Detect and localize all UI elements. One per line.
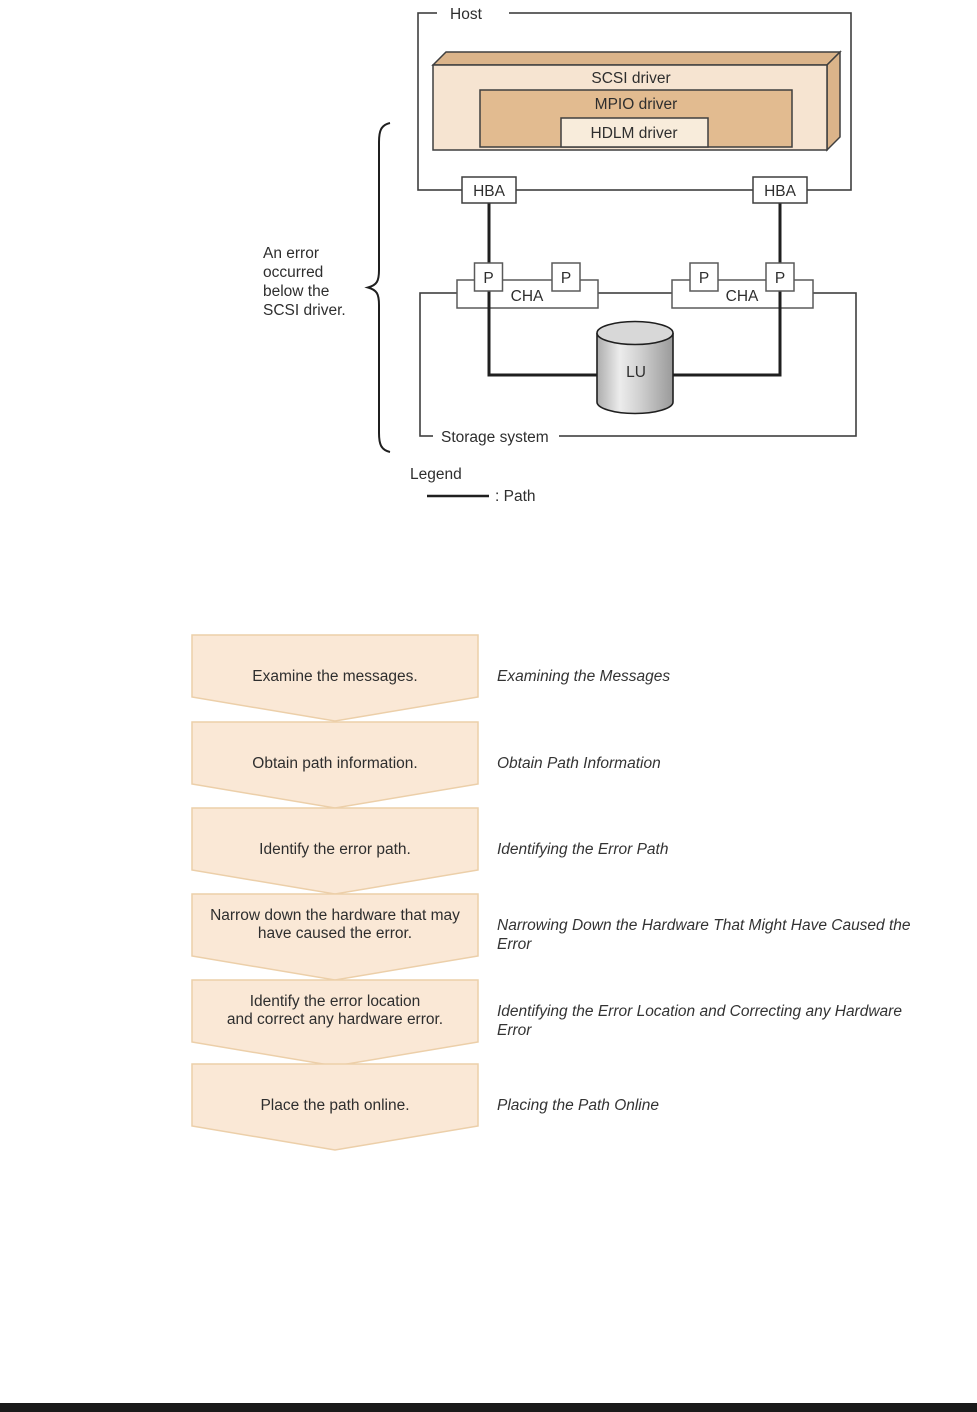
flowchart-step-5 [192, 980, 902, 1066]
flowchart [192, 635, 911, 1150]
port-label-3: P [698, 270, 710, 287]
step-text: Examine the messages. [252, 668, 418, 685]
step-text: and correct any hardware error. [226, 1011, 444, 1028]
cha-label-left: CHA [510, 288, 544, 305]
hba-label-right: HBA [764, 183, 796, 200]
lu-cylinder [597, 322, 673, 414]
flowchart-step-2 [192, 722, 661, 808]
scsi-box-top-face [433, 52, 840, 65]
storage-system-label: Storage system [441, 429, 549, 446]
annotation-line: occurred [263, 264, 324, 281]
step-text: have caused the error. [257, 925, 413, 942]
step-text: Identify the error path. [259, 841, 411, 858]
step-reference-label: Obtain Path Information [497, 755, 661, 772]
lu-label: LU [626, 364, 646, 381]
error-annotation [263, 245, 346, 319]
step-text: Obtain path information. [252, 755, 418, 772]
hdlm-driver-label: HDLM driver [590, 125, 678, 142]
step-reference-label: Examining the Messages [497, 668, 671, 685]
step-text: Identify the error location [249, 993, 421, 1010]
legend-path-label: : Path [495, 488, 536, 505]
legend-title: Legend [410, 466, 462, 483]
error-brace [368, 123, 390, 452]
port-label-2: P [560, 270, 572, 287]
flowchart-step-3 [192, 808, 668, 894]
flowchart-step-4 [192, 894, 911, 980]
port-label-1: P [483, 270, 494, 287]
hba-label-left: HBA [473, 183, 505, 200]
mpio-driver-label: MPIO driver [594, 96, 678, 113]
legend [410, 466, 536, 505]
step-text: Place the path online. [260, 1097, 410, 1114]
hdlm-driver-box [561, 118, 708, 147]
annotation-line: below the [263, 283, 330, 300]
step-reference-label: Narrowing Down the Hardware That Might Have Caused the [497, 917, 911, 934]
step-reference-label: Placing the Path Online [497, 1097, 659, 1114]
step-text: Narrow down the hardware that may [210, 907, 460, 924]
step-reference-label: Error [497, 1022, 532, 1039]
host-label: Host [450, 6, 482, 23]
flowchart-step-6 [192, 1064, 659, 1150]
scsi-box-right-face [827, 52, 840, 150]
annotation-line: An error [263, 245, 319, 262]
step-reference-label: Identifying the Error Path [497, 841, 669, 858]
lu-cylinder-top [597, 322, 673, 345]
scsi-driver-label: SCSI driver [591, 70, 671, 87]
step-reference-label: Identifying the Error Location and Correcting any Hardware [497, 1003, 902, 1020]
annotation-line: SCSI driver. [263, 302, 346, 319]
cha-label-right: CHA [725, 288, 759, 305]
page-bottom-rule [0, 1403, 977, 1412]
port-label-4: P [774, 270, 786, 287]
step-reference-label: Error [497, 936, 532, 953]
flowchart-step-1 [192, 635, 670, 721]
